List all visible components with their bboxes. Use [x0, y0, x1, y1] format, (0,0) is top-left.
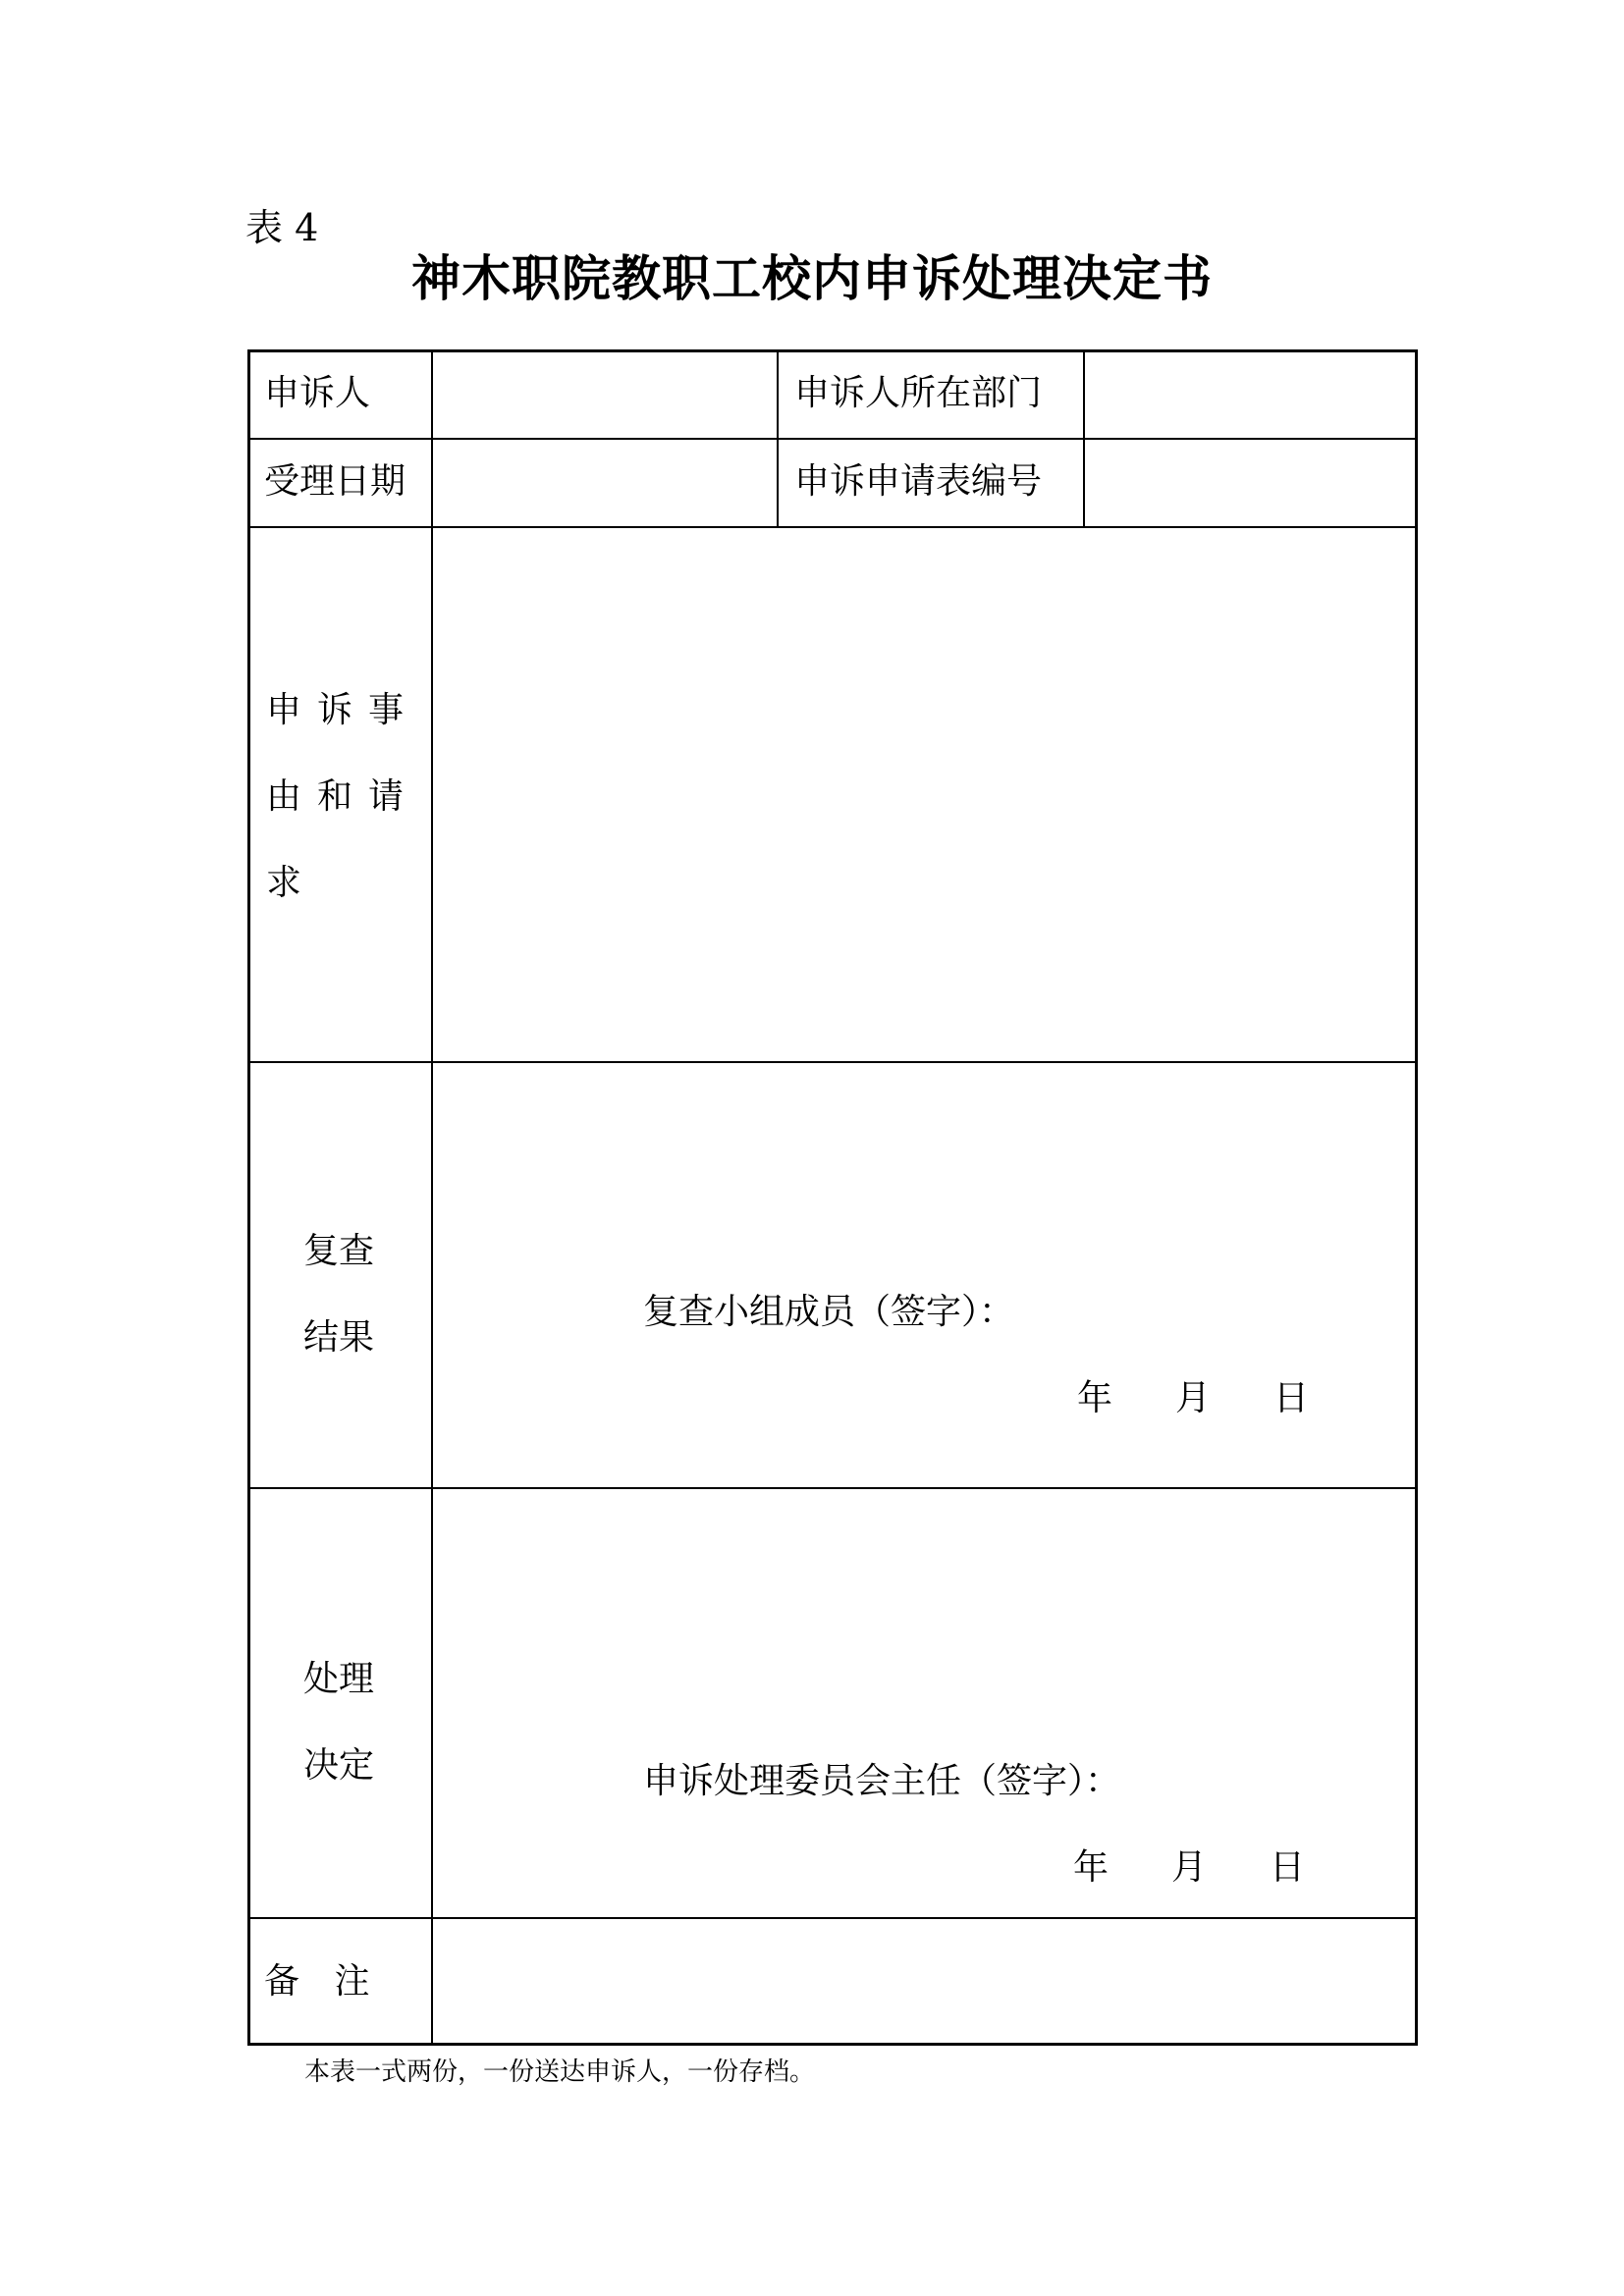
review-label-line-1: 复查 [303, 1231, 375, 1271]
decision-form [247, 349, 1418, 2046]
form-row-remarks [250, 1919, 1415, 2043]
review-label-cell [250, 1063, 433, 1487]
reason-field[interactable] [433, 528, 1415, 1061]
acceptance-date-field[interactable] [433, 440, 779, 526]
acceptance-date-label: 受理日期 [264, 461, 406, 502]
decision-date-day: 日 [1270, 1847, 1306, 1888]
decision-signature-label: 申诉处理委员会主任（签字）： [643, 1761, 1121, 1801]
decision-date-month: 月 [1171, 1847, 1208, 1888]
review-date-day: 日 [1273, 1378, 1310, 1418]
review-signature-label: 复查小组成员（签字）： [643, 1292, 1015, 1332]
reason-label-line-1: 申诉事 [266, 690, 420, 730]
application-number-label-cell [779, 440, 1085, 526]
complainant-label-cell [250, 352, 433, 438]
table-label: 表 4 [245, 206, 319, 249]
form-row-acceptance [250, 440, 1415, 528]
department-field[interactable] [1085, 352, 1415, 438]
form-row-complainant [250, 352, 1415, 440]
form-row-reason [250, 528, 1415, 1063]
decision-field[interactable] [433, 1489, 1415, 1917]
decision-label [303, 1636, 374, 1809]
review-date-month: 月 [1175, 1378, 1212, 1418]
decision-date-year: 年 [1073, 1847, 1110, 1888]
reason-label-line-3: 求 [266, 863, 318, 903]
review-label [303, 1208, 374, 1381]
form-row-review [250, 1063, 1415, 1489]
reason-label-cell [250, 528, 433, 1061]
application-number-label: 申诉申请表编号 [794, 461, 1043, 502]
decision-label-line-1: 处理 [303, 1659, 375, 1699]
application-number-field[interactable] [1085, 440, 1415, 526]
decision-date [433, 1846, 1415, 1890]
remarks-label: 备 注 [264, 1961, 382, 2002]
review-field[interactable] [433, 1063, 1415, 1487]
review-label-line-2: 结果 [303, 1317, 375, 1358]
reason-label-line-2: 由和请 [266, 776, 420, 817]
review-date-year: 年 [1077, 1378, 1113, 1418]
complainant-label: 申诉人 [264, 373, 371, 413]
remarks-label-cell [250, 1919, 433, 2043]
department-label: 申诉人所在部门 [794, 373, 1043, 413]
reason-label [266, 667, 419, 927]
document-title: 神木职院教职工校内申诉处理决定书 [411, 249, 1213, 307]
decision-label-cell [250, 1489, 433, 1917]
review-date [433, 1377, 1415, 1420]
footnote: 本表一式两份，一份送达申诉人，一份存档。 [304, 2057, 816, 2087]
complainant-field[interactable] [433, 352, 779, 438]
remarks-field[interactable] [433, 1919, 1415, 2043]
decision-label-line-2: 决定 [303, 1745, 375, 1786]
department-label-cell [779, 352, 1085, 438]
form-row-decision [250, 1489, 1415, 1919]
acceptance-date-label-cell [250, 440, 433, 526]
